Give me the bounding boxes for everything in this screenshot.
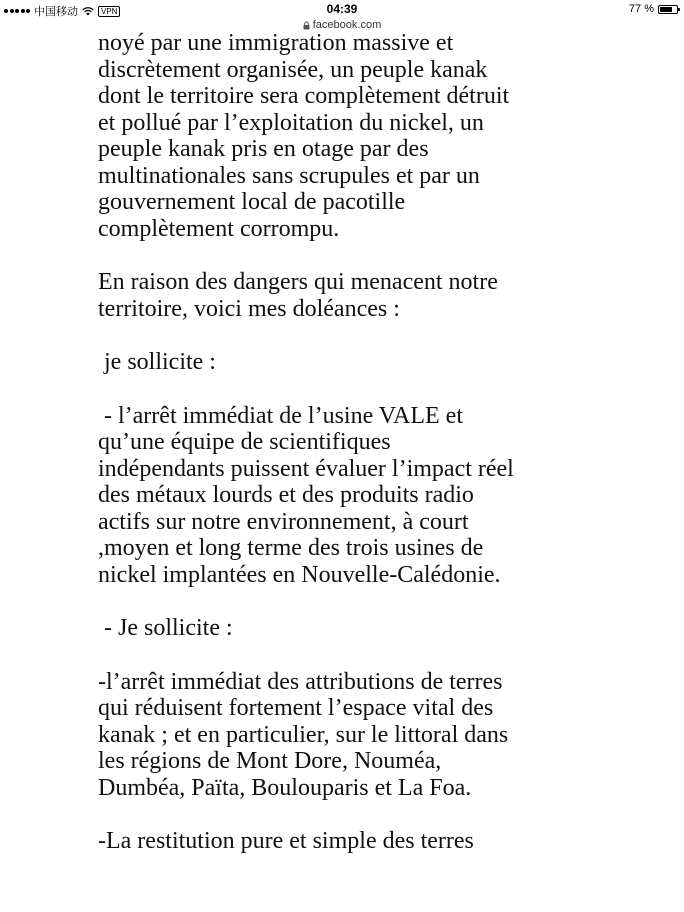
paragraph: En raison des dangers qui menacent notre territoire, voici mes doléances : [98, 269, 498, 322]
paragraph: -La restitution pure et simple des terres [98, 828, 474, 854]
url-text[interactable]: facebook.com [312, 19, 382, 31]
paragraph: je sollicite : [98, 349, 216, 375]
paragraph: -l’arrêt immédiat des attributions de terres qui réduisent fortement l’espace vital des kanak ; et en particulier, sur le littoral dans les régions de Mont Dore, Nouméa, Dumbéa, Païta, Boulouparis et La Foa. [98, 668, 509, 801]
article-body [98, 30, 598, 855]
carrier-label: 中国移动 [34, 6, 78, 18]
paragraph: noyé par une immigration massive et discrètement organisée, un peuple kanak dont le territoire sera complètement détruit et pollué par l’exploitation du nickel, un peuple kanak pris en otage par des multinationales sans scrupules et par un gouvernement local de pacotille complètement corrompu. [98, 30, 510, 242]
lock-icon [303, 21, 310, 30]
status-time: 04:39 [326, 2, 358, 16]
vpn-badge: VPN [98, 6, 120, 17]
status-right [629, 3, 678, 15]
battery-percent: 77 % [628, 3, 654, 15]
paragraph: - l’arrêt immédiat de l’usine VALE et qu’une équipe de scientifiques indépendants puissent évaluer l’impact réel des métaux lourds et des produits radio actifs sur notre environnement, à court ,moyen et long terme des trois usines de nickel implantées en Nouvelle-Calédonie. [98, 402, 514, 588]
battery-icon [658, 5, 678, 14]
paragraph: - Je sollicite : [98, 615, 233, 641]
battery-level [660, 7, 672, 12]
